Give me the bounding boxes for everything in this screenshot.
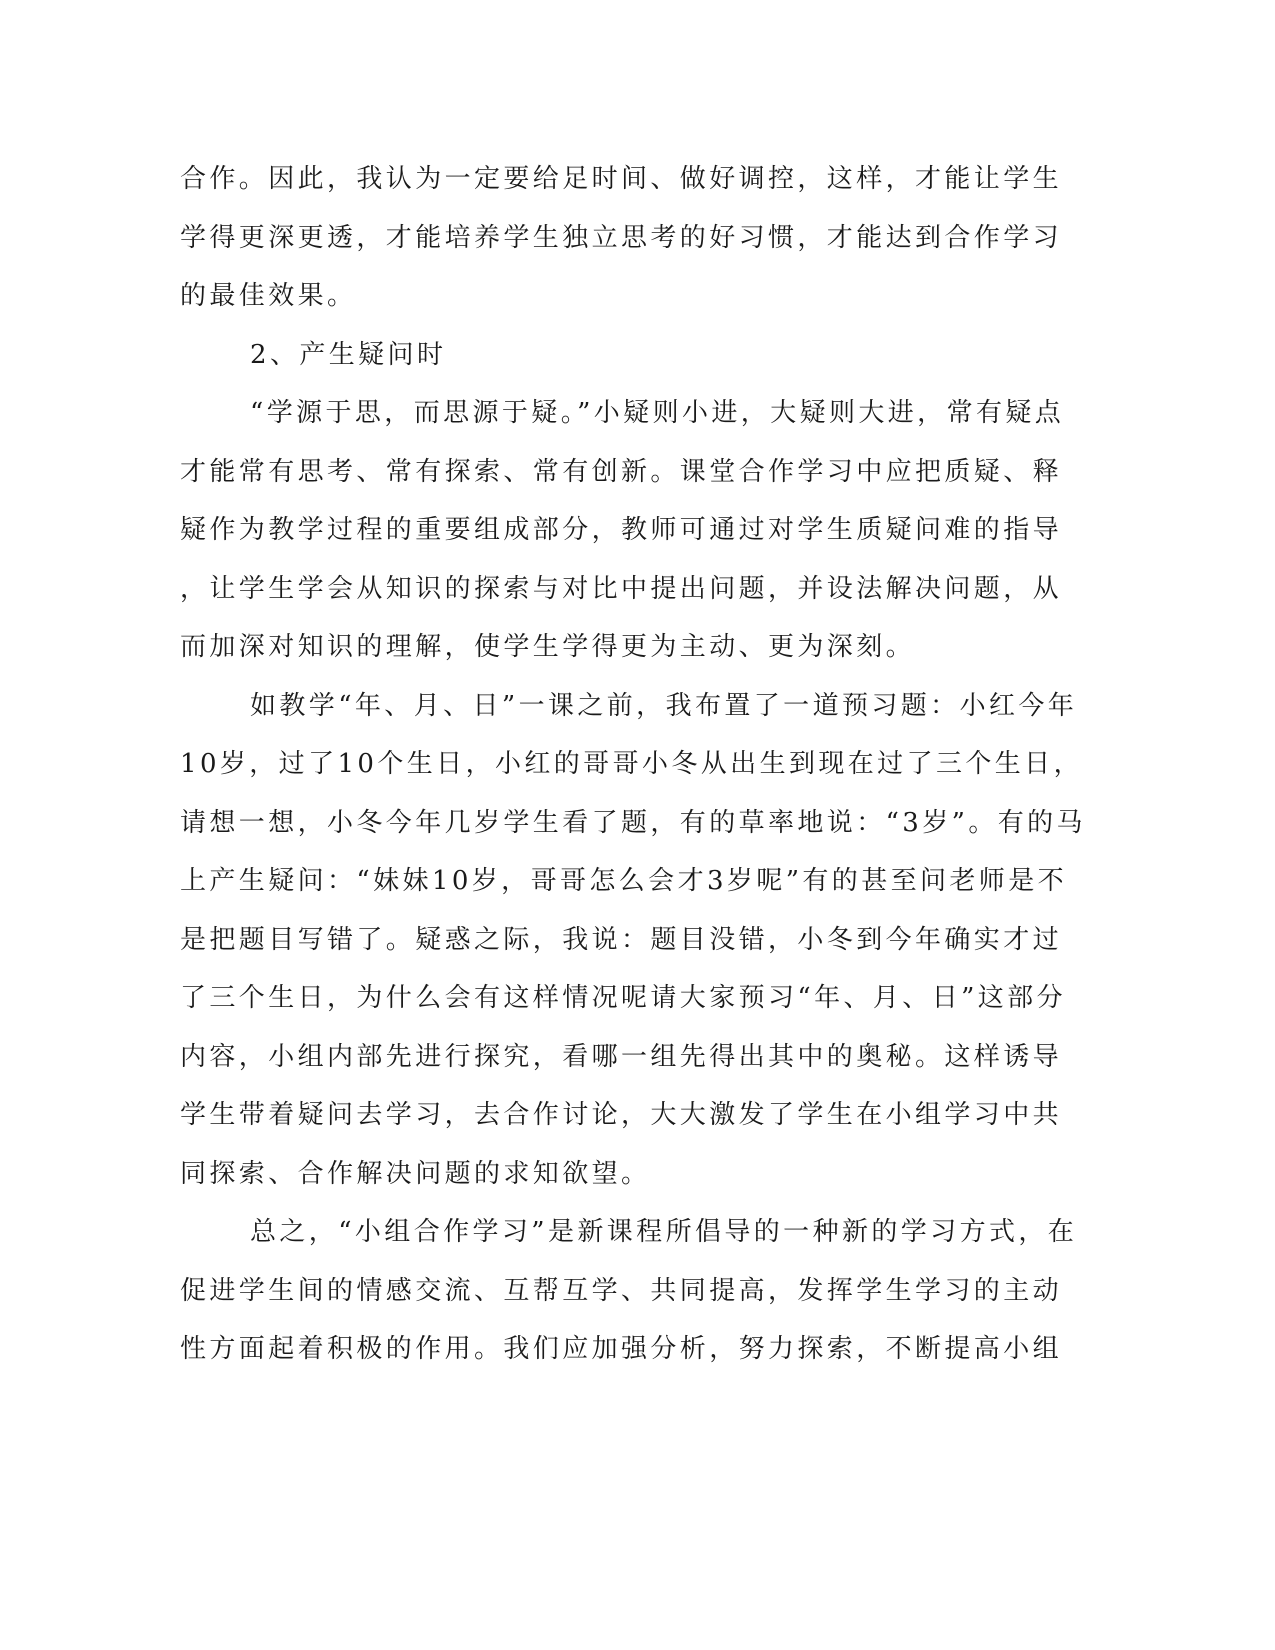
paragraph-start-line: 总之，“小组合作学习”是新课程所倡导的一种新的学习方式，在: [250, 1217, 1078, 1247]
text-line: 疑作为教学过程的重要组成部分，教师可通过对学生质疑问难的指导: [180, 515, 1063, 545]
section-heading: 2、产生疑问时: [250, 339, 447, 370]
text-line: 上产生疑问：“妹妹10岁，哥哥怎么会才3岁呢”有的甚至问老师是不: [180, 866, 1068, 896]
text-line: 请想一想，小冬今年几岁学生看了题，有的草率地说：“3岁”。有的马: [180, 807, 1086, 838]
text-line: 的最佳效果。: [180, 281, 357, 311]
paragraph-start-line: 如教学“年、月、日”一课之前，我布置了一道预习题：小红今年: [250, 690, 1078, 721]
text-line: 10岁，过了10个生日，小红的哥哥小冬从出生到现在过了三个生日，: [180, 749, 1083, 779]
text-line: 了三个生日，为什么会有这样情况呢请大家预习“年、月、日”这部分: [180, 983, 1066, 1013]
text-line: 同探索、合作解决问题的求知欲望。: [180, 1158, 651, 1189]
text-line: 性方面起着积极的作用。我们应加强分析，努力探索，不断提高小组: [180, 1334, 1063, 1364]
text-line: 合作。因此，我认为一定要给足时间、做好调控，这样，才能让学生: [180, 164, 1063, 194]
text-line: 促进学生间的情感交流、互帮互学、共同提高，发挥学生学习的主动: [180, 1275, 1063, 1306]
text-line: 学生带着疑问去学习，去合作讨论，大大激发了学生在小组学习中共: [180, 1100, 1063, 1130]
text-line: 内容，小组内部先进行探究，看哪一组先得出其中的奥秘。这样诱导: [180, 1041, 1063, 1072]
text-line: 而加深对知识的理解，使学生学得更为主动、更为深刻。: [180, 632, 916, 662]
body-text: [180, 150, 1086, 1379]
text-line: 是把题目写错了。疑惑之际，我说：题目没错，小冬到今年确实才过: [180, 924, 1063, 955]
paragraph-start-line: “学源于思，而思源于疑。”小疑则小进，大疑则大进，常有疑点: [250, 398, 1065, 428]
text-line: 学得更深更透，才能培养学生独立思考的好习惯，才能达到合作学习: [180, 222, 1063, 253]
text-line: ，让学生学会从知识的探索与对比中提出问题，并设法解决问题，从: [180, 573, 1063, 604]
text-line: 才能常有思考、常有探索、常有创新。课堂合作学习中应把质疑、释: [180, 456, 1063, 487]
